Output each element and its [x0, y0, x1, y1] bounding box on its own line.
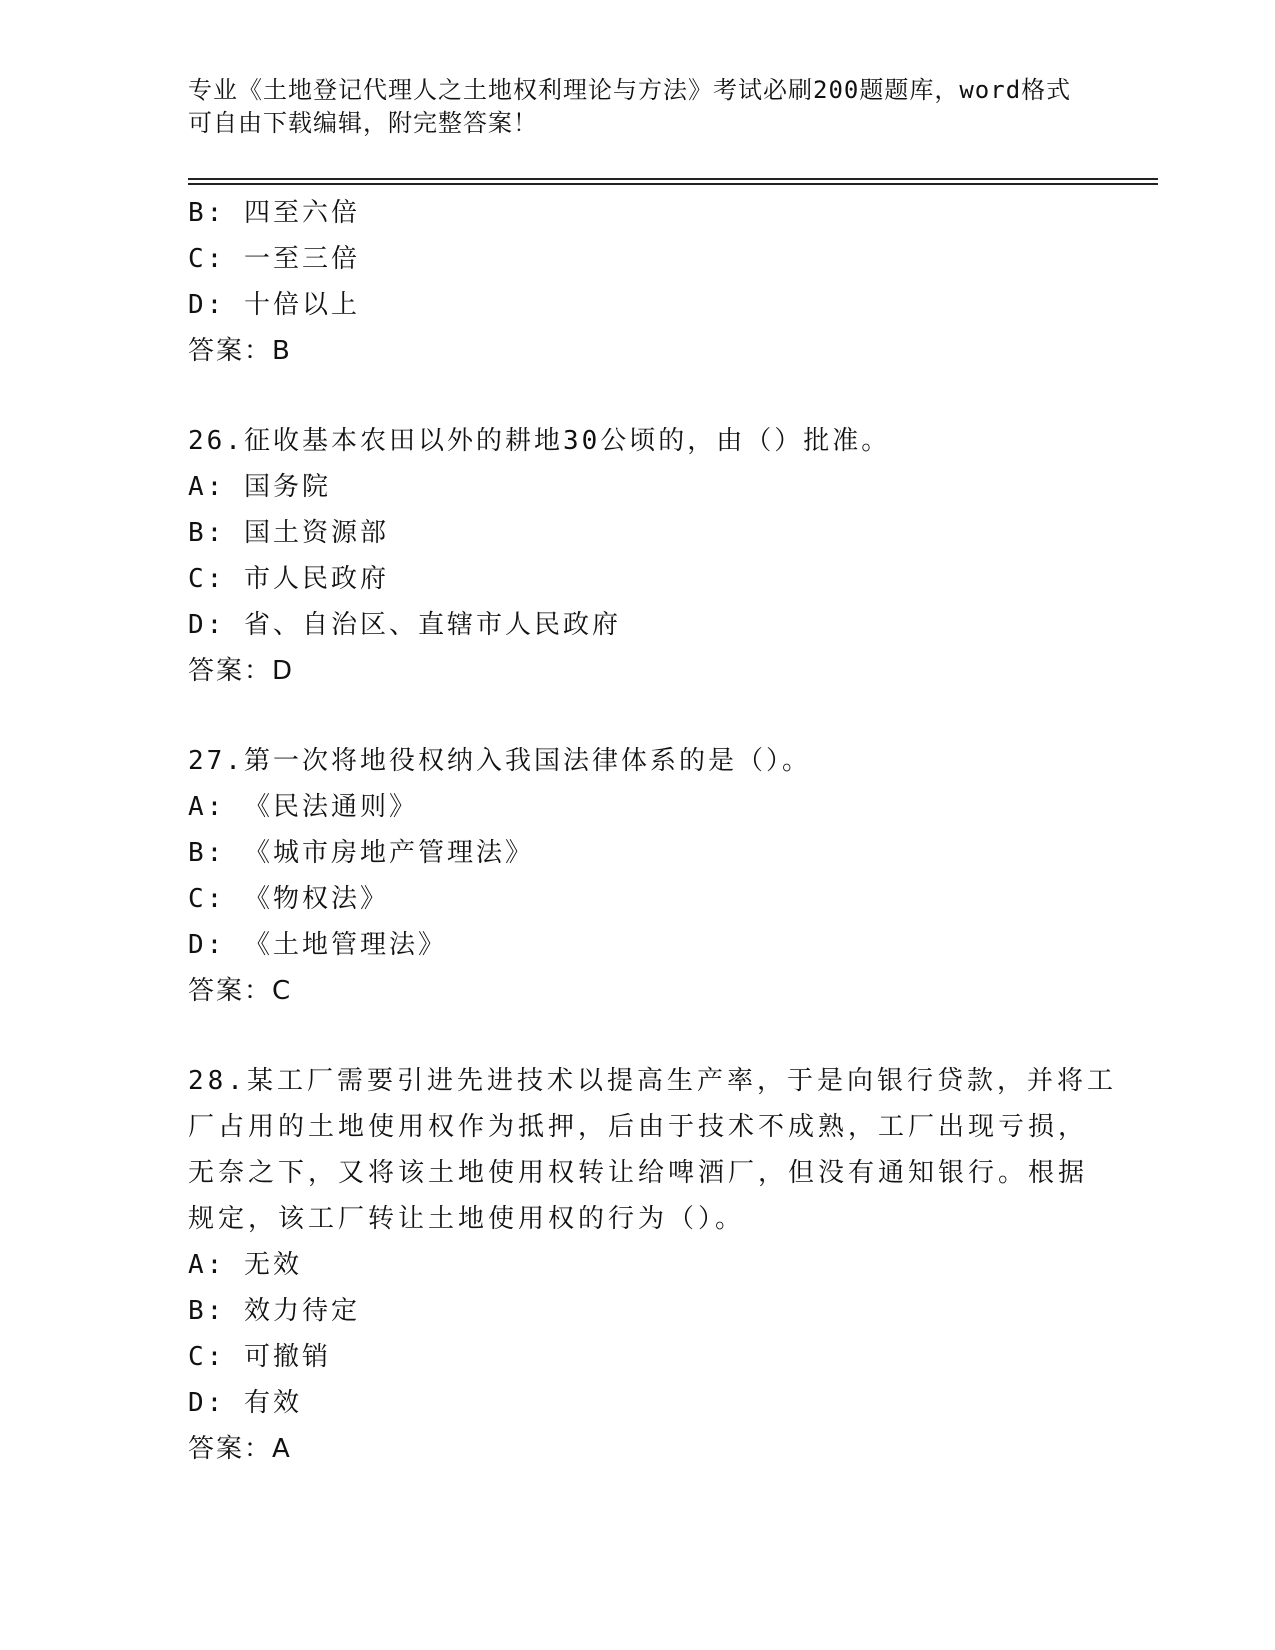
- option-d: D: 十倍以上: [188, 290, 360, 320]
- question-28: [188, 1058, 1117, 1472]
- spacer: [188, 694, 1088, 738]
- option-d: D: 有效: [188, 1388, 302, 1418]
- header-divider-bottom: [188, 183, 1158, 185]
- answer-line: 答案：A: [188, 1434, 292, 1464]
- question-26: [188, 418, 1088, 694]
- option-d: D: 省、自治区、直辖市人民政府: [188, 610, 621, 640]
- question-content: [188, 190, 1117, 1472]
- question-27: [188, 738, 1088, 1014]
- option-a: A: 国务院: [188, 472, 331, 502]
- option-a: A: 《民法通则》: [188, 792, 418, 822]
- option-b: B: 四至六倍: [188, 198, 360, 228]
- answer-line: 答案：D: [188, 656, 295, 686]
- question-text-line-2: 厂占用的土地使用权作为抵押，后由于技术不成熟，工厂出现亏损，: [188, 1112, 1089, 1142]
- spacer: [188, 1014, 1088, 1058]
- prev-question-block: [188, 190, 1088, 374]
- document-header: [188, 74, 1088, 140]
- question-text-line-4: 规定，该工厂转让土地使用权的行为（）。: [188, 1204, 746, 1234]
- header-line-2: 可自由下载编辑，附完整答案！: [188, 109, 538, 137]
- option-c: C: 市人民政府: [188, 564, 389, 594]
- spacer: [188, 374, 1088, 418]
- option-d: D: 《土地管理法》: [188, 930, 447, 960]
- option-a: A: 无效: [188, 1250, 302, 1280]
- answer-line: 答案：B: [188, 336, 292, 366]
- question-text-line-1: 28.某工厂需要引进先进技术以提高生产率，于是向银行贷款，并将工: [188, 1066, 1117, 1096]
- question-text-line-3: 无奈之下，又将该土地使用权转让给啤酒厂，但没有通知银行。根据: [188, 1158, 1089, 1188]
- question-text: 26.征收基本农田以外的耕地30公顷的，由（）批准。: [188, 426, 891, 456]
- header-line-1: 专业《土地登记代理人之土地权利理论与方法》考试必刷200题题库，word格式: [188, 76, 1072, 104]
- question-text: 27.第一次将地役权纳入我国法律体系的是（）。: [188, 746, 811, 776]
- option-c: C: 《物权法》: [188, 884, 389, 914]
- option-b: B: 效力待定: [188, 1296, 360, 1326]
- option-b: B: 《城市房地产管理法》: [188, 838, 534, 868]
- answer-line: 答案：C: [188, 976, 293, 1006]
- option-b: B: 国土资源部: [188, 518, 389, 548]
- option-c: C: 可撤销: [188, 1342, 331, 1372]
- header-divider-top: [188, 178, 1158, 180]
- option-c: C: 一至三倍: [188, 244, 360, 274]
